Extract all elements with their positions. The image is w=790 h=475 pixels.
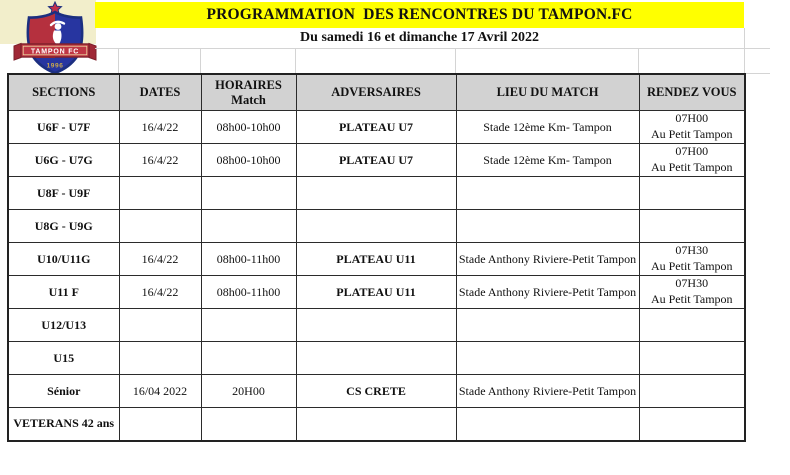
rendezvous-cell — [639, 342, 745, 375]
adversaire-cell — [296, 342, 456, 375]
column-header-0: SECTIONS — [8, 74, 119, 111]
table-row — [8, 111, 745, 144]
gridline — [638, 48, 639, 73]
table-row — [8, 342, 745, 375]
adversaire-cell: PLATEAU U7 — [296, 144, 456, 177]
rendezvous-cell — [639, 408, 745, 441]
lieu-cell — [456, 342, 639, 375]
horaire-cell — [201, 342, 296, 375]
rendezvous-place: Au Petit Tampon — [650, 127, 733, 141]
section-cell: VETERANS 42 ans — [8, 408, 119, 441]
club-crest-icon — [13, 1, 97, 74]
date-cell: 16/04 2022 — [119, 375, 201, 408]
horaire-cell: 08h00-11h00 — [201, 243, 296, 276]
section-cell: Sénior — [8, 375, 119, 408]
lieu-cell: Stade Anthony Riviere-Petit Tampon — [456, 375, 639, 408]
section-cell: U8F - U9F — [8, 177, 119, 210]
horaire-cell: 08h00-10h00 — [201, 111, 296, 144]
horaire-cell — [201, 309, 296, 342]
rendezvous-cell — [639, 243, 745, 276]
lieu-cell — [456, 309, 639, 342]
section-cell: U15 — [8, 342, 119, 375]
date-cell — [119, 342, 201, 375]
horaire-cell: 08h00-10h00 — [201, 144, 296, 177]
date-cell — [119, 309, 201, 342]
horaire-cell — [201, 177, 296, 210]
table-body — [8, 111, 745, 441]
table-row — [8, 144, 745, 177]
gridline — [744, 28, 745, 73]
section-cell: U10/U11G — [8, 243, 119, 276]
column-header-2: HORAIRES Match — [201, 74, 296, 111]
page-subtitle: Du samedi 16 et dimanche 17 Avril 2022 — [300, 30, 539, 45]
lieu-cell: Stade 12ème Km- Tampon — [456, 111, 639, 144]
page-title: PROGRAMMATION DES RENCONTRES DU TAMPON.FC — [206, 6, 633, 23]
gridline — [455, 48, 456, 73]
table-row — [8, 177, 745, 210]
adversaire-cell: PLATEAU U11 — [296, 243, 456, 276]
page-title-banner — [95, 2, 744, 28]
match-schedule-table — [7, 73, 746, 442]
table-row — [8, 408, 745, 441]
gridline — [295, 48, 296, 73]
section-cell: U11 F — [8, 276, 119, 309]
rendezvous-time: 07H30 — [675, 243, 709, 258]
horaire-cell — [201, 408, 296, 441]
rendezvous-time: 07H00 — [675, 144, 709, 159]
date-cell: 16/4/22 — [119, 144, 201, 177]
adversaire-cell — [296, 177, 456, 210]
lieu-cell: Stade 12ème Km- Tampon — [456, 144, 639, 177]
rendezvous-cell — [639, 276, 745, 309]
adversaire-cell: CS CRETE — [296, 375, 456, 408]
table-row — [8, 375, 745, 408]
page-subtitle-row — [95, 28, 744, 48]
founded-year-text: 1996 — [46, 62, 64, 70]
section-cell: U6G - U7G — [8, 144, 119, 177]
rendezvous-place: Au Petit Tampon — [650, 160, 733, 174]
rendezvous-cell — [639, 309, 745, 342]
rendezvous-time: 07H00 — [675, 111, 709, 126]
lieu-cell: Stade Anthony Riviere-Petit Tampon — [456, 243, 639, 276]
section-cell: U8G - U9G — [8, 210, 119, 243]
lieu-cell — [456, 177, 639, 210]
adversaire-cell — [296, 309, 456, 342]
gridline — [200, 48, 201, 73]
horaire-cell: 08h00-11h00 — [201, 276, 296, 309]
table-row — [8, 309, 745, 342]
club-name-text: TAMPON FC — [30, 48, 80, 56]
table-row — [8, 276, 745, 309]
rendezvous-place: Au Petit Tampon — [650, 292, 733, 306]
rendezvous-place: Au Petit Tampon — [650, 259, 733, 273]
lieu-cell: Stade Anthony Riviere-Petit Tampon — [456, 276, 639, 309]
column-header-4: LIEU DU MATCH — [456, 74, 639, 111]
table-header-row — [8, 74, 745, 111]
table-header — [8, 74, 745, 111]
lieu-cell — [456, 408, 639, 441]
horaire-cell — [201, 210, 296, 243]
rendezvous-cell — [639, 210, 745, 243]
date-cell: 16/4/22 — [119, 276, 201, 309]
rendezvous-cell — [639, 144, 745, 177]
column-header-3: ADVERSAIRES — [296, 74, 456, 111]
table-row — [8, 243, 745, 276]
date-cell: 16/4/22 — [119, 243, 201, 276]
rendezvous-cell — [639, 375, 745, 408]
table-row — [8, 210, 745, 243]
section-cell: U6F - U7F — [8, 111, 119, 144]
gridline — [744, 73, 770, 74]
rendezvous-cell — [639, 111, 745, 144]
lieu-cell — [456, 210, 639, 243]
adversaire-cell: PLATEAU U7 — [296, 111, 456, 144]
horaire-cell: 20H00 — [201, 375, 296, 408]
rendezvous-cell — [639, 177, 745, 210]
date-cell — [119, 210, 201, 243]
column-header-5: RENDEZ VOUS — [639, 74, 745, 111]
gridline — [95, 48, 770, 49]
gridline — [118, 48, 119, 73]
date-cell: 16/4/22 — [119, 111, 201, 144]
rendezvous-time: 07H30 — [675, 276, 709, 291]
date-cell — [119, 177, 201, 210]
column-header-1: DATES — [119, 74, 201, 111]
adversaire-cell — [296, 408, 456, 441]
adversaire-cell: PLATEAU U11 — [296, 276, 456, 309]
adversaire-cell — [296, 210, 456, 243]
date-cell — [119, 408, 201, 441]
section-cell: U12/U13 — [8, 309, 119, 342]
